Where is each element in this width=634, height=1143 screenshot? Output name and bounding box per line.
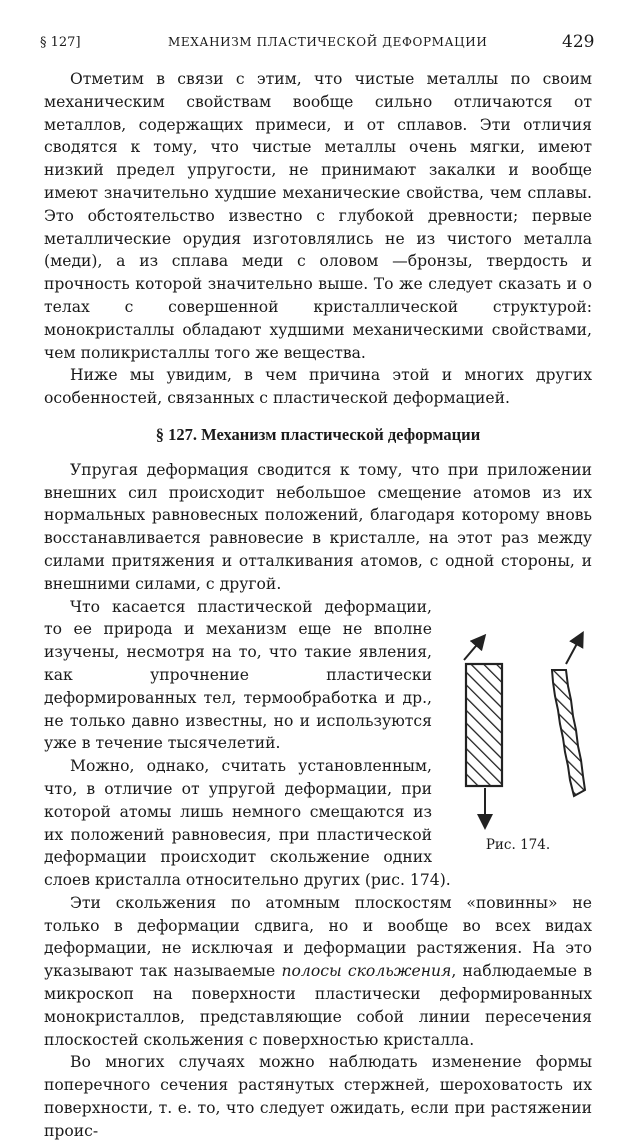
p4-text-after: , наблюдаемые в микроскоп на поверхности пластически деформированных монокристаллов, представляющие собой линии пересечения плоскостей скольжения с поверхностью кристалла.: [44, 962, 593, 1049]
arrow-up-icon: [464, 640, 481, 660]
section-paragraph-4: [44, 892, 592, 1052]
page-body: [44, 68, 592, 1143]
undeformed-bar: [466, 664, 502, 786]
section-paragraph-1: Упругая деформация сводится к тому, что при приложении внешних сил происходит небольшое смещение атомов из их нормальных равновесных положений, благодаря которому вновь восстанавливается равновесие в кристалле, на этот раз между силами притяжения и отталкивания атомов, с одной стороны, и внешними силами, с другой.: [44, 460, 592, 593]
slip-bands-term: полосы скольжения: [281, 962, 452, 981]
slip-diagram: [444, 600, 592, 830]
section-heading: § 127. Механизм пластической деформации: [155, 424, 481, 444]
section-paragraph-3: Можно, однако, считать установленным, что, в отличие от упругой деформации, при которой атомы лишь немного смещаются из их положений равновесия, при пластической деформации происходит скольжение одних слоев кристалла относительно других (рис. 174).: [44, 757, 451, 890]
section-paragraph-2: Что касается пластической деформации, то ее природа и механизм еще не вполне изучены, несмотря на то, что такие явления, как упрочнение пластически деформированных тел, термообработка и др., не только давно известны, но и используются уже в течение тысячелетий.: [44, 597, 432, 753]
intro-paragraph-1: Отметим в связи с этим, что чистые металлы по своим механическим свойствам вообще сильно отличаются от металлов, содержащих примеси, и от сплавов. Эти отличия сводятся к тому, что чистые металлы очень мягки, имеют низкий предел упругости, не принимают закалки и вообще имеют значительно худшие механические свойства, чем сплавы. Это обстоятельство известно с глубокой древности; первые металлические орудия изготовлялись не из чистого металла (меди), а из сплава меди с оловом —бронзы, твердость и прочность которой значительно выше. То же следует сказать и о телах с совершенной кристаллической структурой: монокристаллы обладают худшими механическими свойствами, чем поликристаллы того же вещества.: [44, 70, 592, 362]
page-number: 429: [562, 32, 595, 52]
p4-text-before: Эти скольжения по атомным плоскостям «повинны» не только в деформации сдвига, но и вообще во всех видах деформации, не исключая и деформации растяжения. На это указывают так называемые: [44, 893, 592, 981]
section-paragraph-5: Во многих случаях можно наблюдать изменение формы поперечного сечения растянутых стержней, шероховатость их поверхности, т. е. то, что следует ожидать, если при растяжении проис-: [44, 1053, 592, 1140]
deformed-bar: [552, 670, 585, 796]
header-title: МЕХАНИЗМ ПЛАСТИЧЕСКОЙ ДЕФОРМАЦИИ: [168, 35, 488, 49]
running-header: [0, 32, 634, 54]
arrow-up-right-icon: [566, 638, 580, 664]
figure-174: [444, 600, 592, 862]
header-section-ref: § 127]: [40, 35, 81, 50]
intro-paragraph-2: Ниже мы увидим, в чем причина этой и многих других особенностей, связанных с пластической деформацией.: [44, 366, 592, 408]
figure-caption: Рис. 174.: [485, 836, 551, 853]
